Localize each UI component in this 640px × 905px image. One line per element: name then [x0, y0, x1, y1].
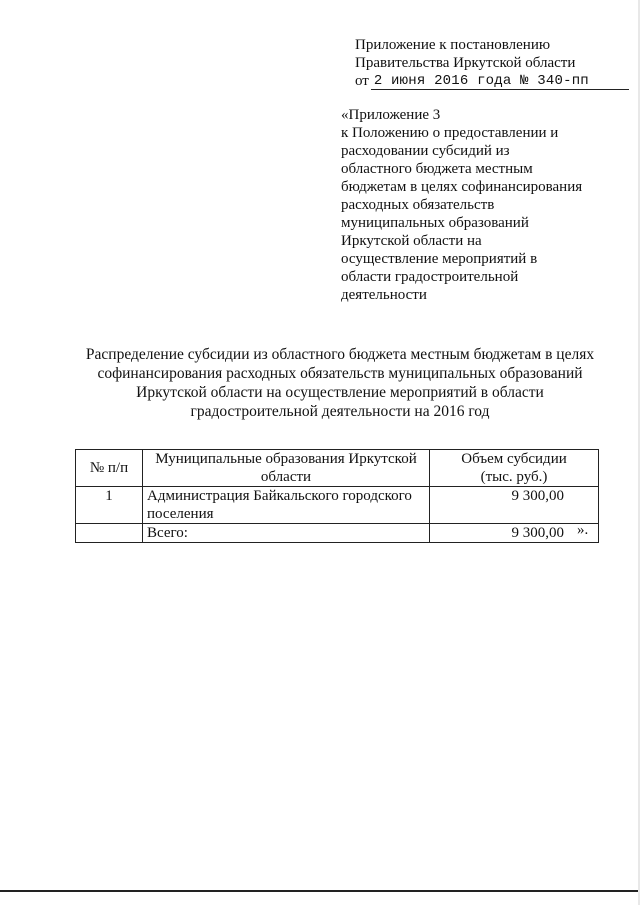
table-total-row: [76, 524, 599, 543]
row-value: 9 300,00: [430, 487, 599, 524]
appendix-line: бюджетам в целях софинансирования: [341, 179, 583, 195]
header-volume-line-1: Объем субсидии: [461, 451, 567, 467]
table-header-row: [76, 450, 599, 487]
header-line-2: Правительства Иркутской области: [355, 55, 576, 71]
document-title: [60, 345, 620, 421]
subsidy-table: [75, 449, 599, 543]
title-line: Иркутской области на осуществление мероприятий в области: [136, 384, 544, 401]
header-volume: [430, 450, 599, 487]
appendix-line: осуществление мероприятий в: [341, 251, 538, 267]
title-line: градостроительной деятельности на 2016 год: [190, 403, 490, 420]
appendix-line: деятельности: [341, 287, 427, 303]
table-row: [76, 487, 599, 524]
scan-bottom-edge: [0, 890, 640, 892]
appendix-line: к Положению о предоставлении и: [341, 125, 559, 141]
title-line: Распределение субсидии из областного бюджета местным бюджетам в целях: [85, 346, 595, 363]
appendix-reference: [341, 106, 611, 304]
row-num: 1: [76, 487, 143, 524]
header-municipality: [143, 450, 430, 487]
title-line: софинансирования расходных обязательств муниципальных образований: [97, 365, 583, 382]
total-value: 9 300,00: [430, 524, 599, 543]
header-municipality-line-1: Муниципальные образования Иркутской: [155, 451, 417, 467]
appendix-line: области градостроительной: [341, 269, 519, 285]
appendix-line: расходовании субсидий из: [341, 143, 510, 159]
header-num: № п/п: [76, 450, 143, 487]
header-volume-line-2: (тыс. руб.): [480, 469, 548, 485]
appendix-line: муниципальных образований: [341, 215, 529, 231]
row-municipality: [143, 487, 430, 524]
appendix-line: Иркутской области на: [341, 233, 482, 249]
row-municipality-line-2: поселения: [147, 506, 214, 522]
total-num-empty: [76, 524, 143, 543]
row-municipality-line-1: Администрация Байкальского городского: [147, 488, 412, 504]
header-municipality-line-2: области: [260, 469, 312, 485]
closing-quote: ».: [577, 522, 589, 538]
header-line-1: Приложение к постановлению: [355, 37, 551, 53]
header-date-line: [355, 72, 629, 90]
appendix-line: расходных обязательств: [341, 197, 495, 213]
appendix-line: «Приложение 3: [341, 107, 441, 123]
resolution-date-number: 2 июня 2016 года № 340-пп: [371, 73, 629, 90]
appendix-line: областного бюджета местным: [341, 161, 533, 177]
total-label: Всего:: [143, 524, 430, 543]
resolution-header: [355, 36, 629, 90]
header-ot: от: [355, 73, 369, 89]
